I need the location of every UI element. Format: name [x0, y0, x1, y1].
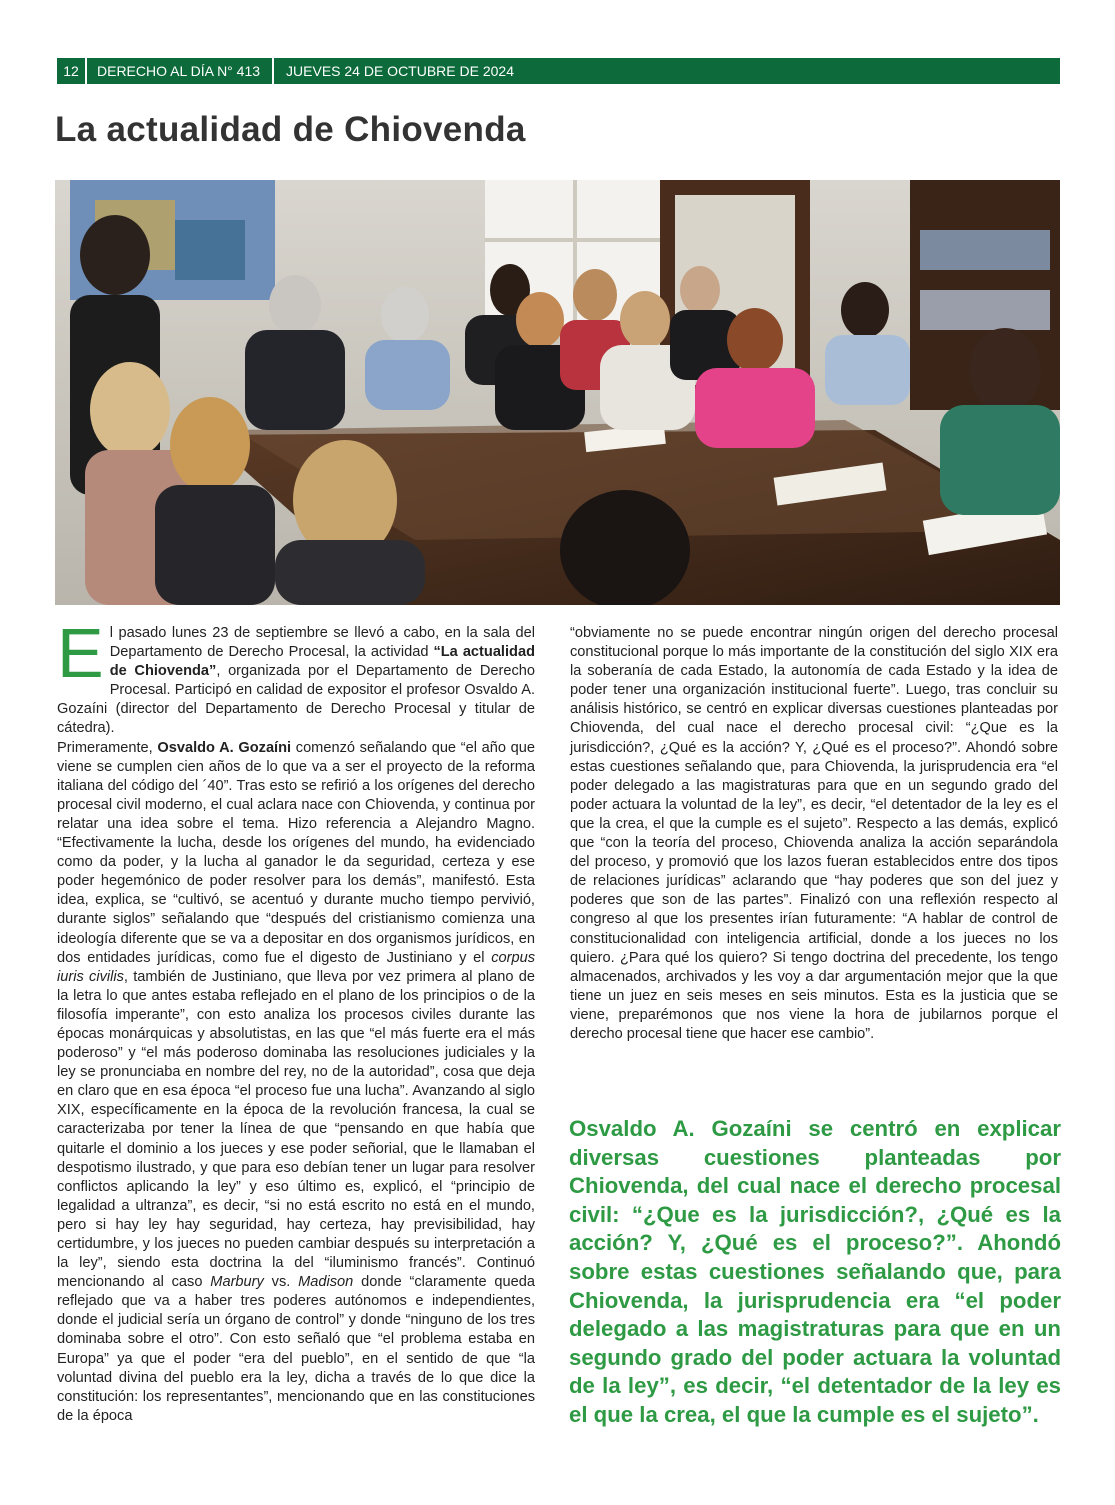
text-run: l pasado lunes 23 de septiembre se llevó a cabo, en la sala del Departamento de Derecho Procesal, la actividad [109, 625, 535, 661]
paragraph-1 [57, 614, 536, 739]
article-title: La actualidad de Chiovenda [55, 110, 526, 149]
publication-date: JUEVES 24 DE OCTUBRE DE 2024 [286, 63, 515, 79]
text-run: Primeramente, [57, 739, 158, 756]
drop-cap: E [57, 614, 104, 692]
text-run: , también de Justiniano, que lleva por vez primera al plano de la letra lo que antes estaba reflejado en el plano de los principios o de la filosofía imperante”, con esto analiza los procesos civiles durante las épocas monárquicas y absolutistas, en las que “el más fuerte era el más poderoso” y “el más poderoso dominaba las resoluciones judiciales y la ley se pronunciaba en nombre del rey, no de la autoridad”, cosa que deja en claro que en esa época “el proceso fue una lucha”. Avanzando al siglo XIX, específicamente en la época de la revolución francesa, la cual se caracterizaba por tener la línea de que “pensando en que había que quitarle el dominio a los jueces y ese poder señorial, que le llamaban el despotismo ilustrado, y que para eso debían tener un lugar para resolver conflictos aplicando la ley” y eso último es, explicó, el “principio de legalidad a ultranza”, es decir, “si no está escrito no está en el mundo, pero si hay ley hay seguridad, hay certeza, hay previsibilidad, hay certidumbre, y los jueces no pueden cambiar después su interpretación a la ley”, siendo esta doctrina la del “iluminismo francés”. Continuó mencionando al caso [57, 968, 535, 1291]
article-body-left-column [57, 614, 536, 1426]
header-bar [57, 58, 1060, 84]
text-run: vs. [263, 1274, 299, 1291]
paragraph-3: “obviamente no se puede encontrar ningún origen del derecho procesal constitucional porque lo más importante de la constitución del siglo XIX era la soberanía de cada Estado, la autonomía de cada Estado y la idea de poder tener una organización institucional fuerte”. Luego, tras concluir su análisis histórico, se centró en explicar diversas cuestiones planteadas por Chiovenda, del cual nace el derecho procesal civil: “¿Que es la jurisdicción?, ¿Qué es la acción? Y, ¿Qué es el proceso?”. Ahondó sobre estas cuestiones señalando que, para Chiovenda, la jurisprudencia era “el poder delegado a las magistraturas para que en un segundo grado del poder actuara la voluntad de la ley”, es decir, “el detentador de la ley es el que la crea, el que la cumple es el sujeto”. Respecto a las demás, explicó que “con la teoría del proceso, Chiovenda analiza la acción separándola del proceso, y promovió que los lazos fueran establecidos entre dos tipos de relaciones jurídicas” aclarando que “hay poderes que son del juez y poderes que son de las partes”. Finalizó con una reflexión respecto al congreso al que los presentes irían futuramente: “A hablar de control de constitucionalidad con inteligencia artificial, donde a los jueces no los quiero. ¿Para qué los quiero? Si tengo doctrina del precedente, los tengo almacenados, archivados y les voy a dar argumentación mejor que la que tiene un juez en seis meses en seis minutos. Esta es la justicia que se viene, preparémonos que nos viene la hora de jubilarnos porque el derecho procesal tiene que hacer ese cambio”. [570, 625, 1058, 1042]
meeting-photo-illustration [55, 180, 1060, 605]
article-photo [55, 180, 1060, 605]
text-run: , organizada por el Departamento de Derecho Procesal. Participó en calidad de expositor el profesor Osvaldo A. Gozaíni (director del Departamento de Derecho Procesal y titular de cátedra). [57, 663, 536, 737]
publication-name: DERECHO AL DÍA N° 413 [87, 58, 274, 84]
paragraph-2 [57, 739, 535, 1426]
italic-term: Madison [298, 1274, 354, 1291]
speaker-name: Osvaldo A. Gozaíni [157, 739, 292, 756]
pull-quote: Osvaldo A. Gozaíni se centró en explicar diversas cuestiones planteadas por Chiovenda, del cual nace el derecho procesal civil: “¿Que es la jurisdicción?, ¿Qué es la acción? Y, ¿Qué es el proceso?”. Ahondó sobre estas cuestiones señalando que, para Chiovenda, la jurisprudencia era “el poder delegado a las magistraturas para que en un segundo grado del poder actuara la voluntad de la ley”, es decir, “el detentador de la ley es el que la crea, el que la cumple es el sujeto”. [569, 1116, 1061, 1427]
page-number: 12 [57, 58, 87, 84]
event-name: “La actualidad de Chiovenda” [109, 644, 535, 680]
italic-term: corpus iuris civilis [57, 949, 535, 985]
italic-term: Marbury [210, 1274, 264, 1291]
text-run: donde “claramente queda reflejado que va a haber tres poderes autónomos e independientes, donde el judicial sería un órgano de control” y donde “ninguno de los tres dominaba sobre el otro”. Con esto señaló que “el problema estaba en Europa” ya que el poder “era del pueblo”, en el sentido de que “la voluntad divina del pueblo era la ley, dicha a través de lo que dice la constitución: los representantes”, mencionando que en las constituciones de la época [57, 1274, 535, 1424]
text-run: comenzó señalando que “el año que viene se cumplen cien años de lo que va a ser el proyecto de la reforma italiana del código del ´40”. Tras esto se refirió a los orígenes del derecho procesal civil moderno, el cual aclara nace con Chiovenda, y continua por relatar una idea sobre el tema. Hizo referencia a Alejandro Magno. “Efectivamente la lucha, desde los orígenes del mundo, ha evidenciado como da poder, y la lucha al ganador le da seguridad, certeza y ese poder hegemónico de poder resolver para los demás”, manifestó. Esta idea, explica, se “cultivó, se acentuó y durante mucho tiempo pervivió, durante siglos” señalando que “después del cristianismo comienza una ideología diferente que se va a depositar en dos organismos jurídicos, en dos entidades jurídicas, como fue el digesto de Justiniano y el [57, 739, 535, 966]
article-body-right-column [570, 624, 1058, 1044]
